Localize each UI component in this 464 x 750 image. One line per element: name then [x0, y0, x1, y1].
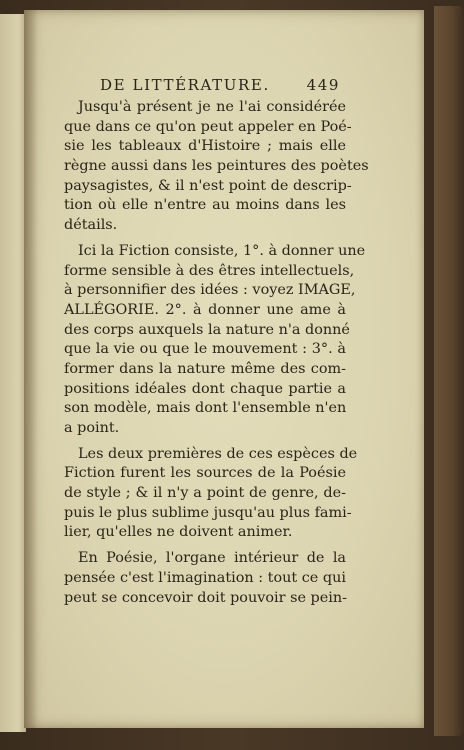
text-line: En Poésie, l'organe intérieur de la [78, 550, 346, 567]
text-line: peut se concevoir doit pouvoir se pein- [64, 589, 348, 606]
text-line: lier, qu'elles ne doivent animer. [64, 524, 293, 541]
text-line: sie les tableaux d'Histoire ; mais elle [64, 138, 346, 155]
text-line: ALLÉGORIE. 2°. à donner une ame à [64, 301, 346, 318]
text-line: que dans ce qu'on peut appeler en Poé- [64, 118, 352, 135]
text-line: de style ; & il n'y a point de genre, de- [64, 485, 346, 502]
text-line: forme sensible à des êtres intellectuels, [64, 262, 355, 279]
page-gutter-shadow [24, 10, 38, 728]
text-line: former dans la nature même des com- [64, 360, 346, 377]
text-line: détails. [64, 217, 118, 234]
text-line: règne aussi dans les peintures des poètes [64, 158, 369, 175]
text-line: Ici la Fiction consiste, 1°. à donner une [78, 242, 366, 259]
page-number: 449 [306, 76, 340, 94]
book-cover-edge [434, 6, 464, 736]
previous-page-edge [0, 14, 26, 732]
text-line: à personnifier des idées : voyez IMAGE, [64, 282, 356, 299]
text-line: positions idéales dont chaque partie a [64, 380, 346, 397]
text-line: a point. [64, 420, 120, 436]
text-line: Les deux premières de ces espèces de [78, 445, 358, 462]
text-line: puis le plus sublime jusqu'au plus fami- [64, 504, 352, 521]
body-text [64, 98, 369, 608]
running-header [100, 76, 340, 98]
text-line: Fiction furent les sources de la Poésie [64, 465, 346, 482]
text-line: que la vie ou que le mouvement : 3°. à [64, 341, 346, 358]
text-line: des corps auxquels la nature n'a donné [64, 321, 350, 338]
text-line: pensée c'est l'imagination : tout ce qui [64, 569, 346, 586]
text-line: Jusqu'à présent je ne l'ai considérée [78, 99, 346, 115]
text-line: son modèle, mais dont l'ensemble n'en [64, 400, 347, 417]
running-title: DE LITTÉRATURE. [100, 76, 270, 94]
text-line: tion où elle n'entre au moins dans les [64, 197, 346, 214]
text-line: paysagistes, & il n'est point de descrip- [64, 177, 352, 194]
